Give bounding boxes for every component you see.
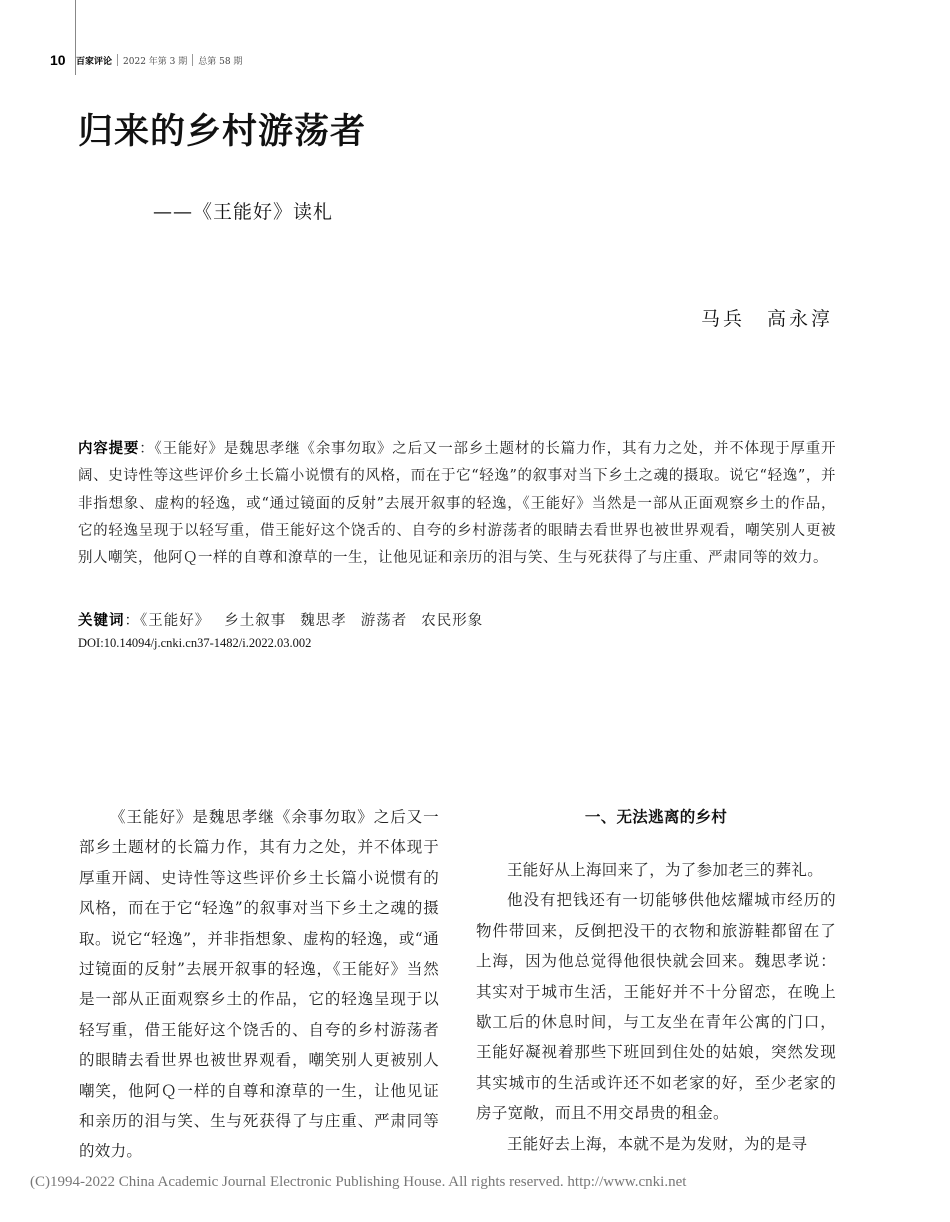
body-paragraph: 王能好从上海回来了，为了参加老三的葬礼。 [507,861,824,879]
body-paragraph: 他没有把钱还有一切能够供他炫耀城市经历的物件带回来，反倒把没干的衣物和旅游鞋都留在了上海，因为他总觉得他很快就会回来。魏思孝说：其实对于城市生活，王能好并不十分留恋，在晚上歇工后的休息时间，与工友坐在青年公寓的门口，王能好凝视着那些下班回到住处的姑娘，突然发现其实城市的生活或许还不如老家的好，至少老家的房子宽敞，而且不用交昂贵的租金。 [476,891,836,1123]
body-left-column [79,802,439,1167]
issue-label: 2022 年第 3 期 [123,56,188,67]
journal-name: 百家评论 [76,56,113,67]
total-issue-label: 总第 58 期 [198,56,243,67]
doi: DOI:10.14094/j.cnki.cn37-1482/i.2022.03.002 [78,636,312,650]
abstract [78,436,836,572]
keyword: ：《王能好》 [124,613,211,629]
body-paragraph: 王能好去上海，本就不是为发财，为的是寻 [507,1134,808,1153]
keyword: 魏思孝 [300,613,347,629]
keywords-label: 关键词 [78,613,125,629]
keywords [78,609,497,630]
running-header [50,52,242,68]
keyword: 乡土叙事 [224,613,287,629]
abstract-label: 内容提要 [78,441,140,457]
keyword: 农民形象 [421,613,484,629]
header-separator [117,54,118,66]
article-authors: 马兵 高永淳 [700,308,833,330]
body-paragraph: 《王能好》是魏思孝继《余事勿取》之后又一部乡土题材的长篇力作，其有力之处，并不体现于厚重开阔、史诗性等这些评价乡土长篇小说惯有的风格，而在于它“轻逸”的叙事对当下乡土之魂的摄取。说它“轻逸”，并非指想象、虚构的轻逸，或“通过镜面的反射”去展开叙事的轻逸，《王能好》当然是一部从正面观察乡土的作品，它的轻逸呈现于以轻写重，借王能好这个饶舌的、自夸的乡村游荡者的眼睛去看世界也被世界观看，嘲笑别人更被别人嘲笑，他阿Ｑ一样的自尊和潦草的一生，让他见证和亲历的泪与笑、生与死获得了与庄重、严肃同等的效力。 [79,808,439,1161]
article-title: 归来的乡村游荡者 [78,112,367,152]
article-subtitle: ——《王能好》读札 [153,201,334,223]
copyright-footer: (C)1994-2022 China Academic Journal Electronic Publishing House. All rights reserved. http://www.cnki.net [30,1174,687,1190]
header-separator [192,54,193,66]
section-heading: 一、无法逃离的乡村 [584,808,728,826]
keyword: 游荡者 [360,613,408,629]
abstract-text: ：《王能好》是魏思孝继《余事勿取》之后又一部乡土题材的长篇力作，其有力之处，并不体现于厚重开阔、史诗性等这些评价乡土长篇小说惯有的风格，而在于它“轻逸”的叙事对当下乡土之魂的摄取。说它“轻逸”，并非指想象、虚构的轻逸，或“通过镜面的反射”去展开叙事的轻逸，《王能好》当然是一部从正面观察乡土的作品，它的轻逸呈现于以轻写重，借王能好这个饶舌的、自夸的乡村游荡者的眼睛去看世界也被世界观看，嘲笑别人更被别人嘲笑，他阿Ｑ一样的自尊和潦草的一生，让他见证和亲历的泪与笑、生与死获得了与庄重、严肃同等的效力。 [78,441,837,567]
page-number: 10 [50,52,66,68]
body-right-column [476,802,836,1159]
